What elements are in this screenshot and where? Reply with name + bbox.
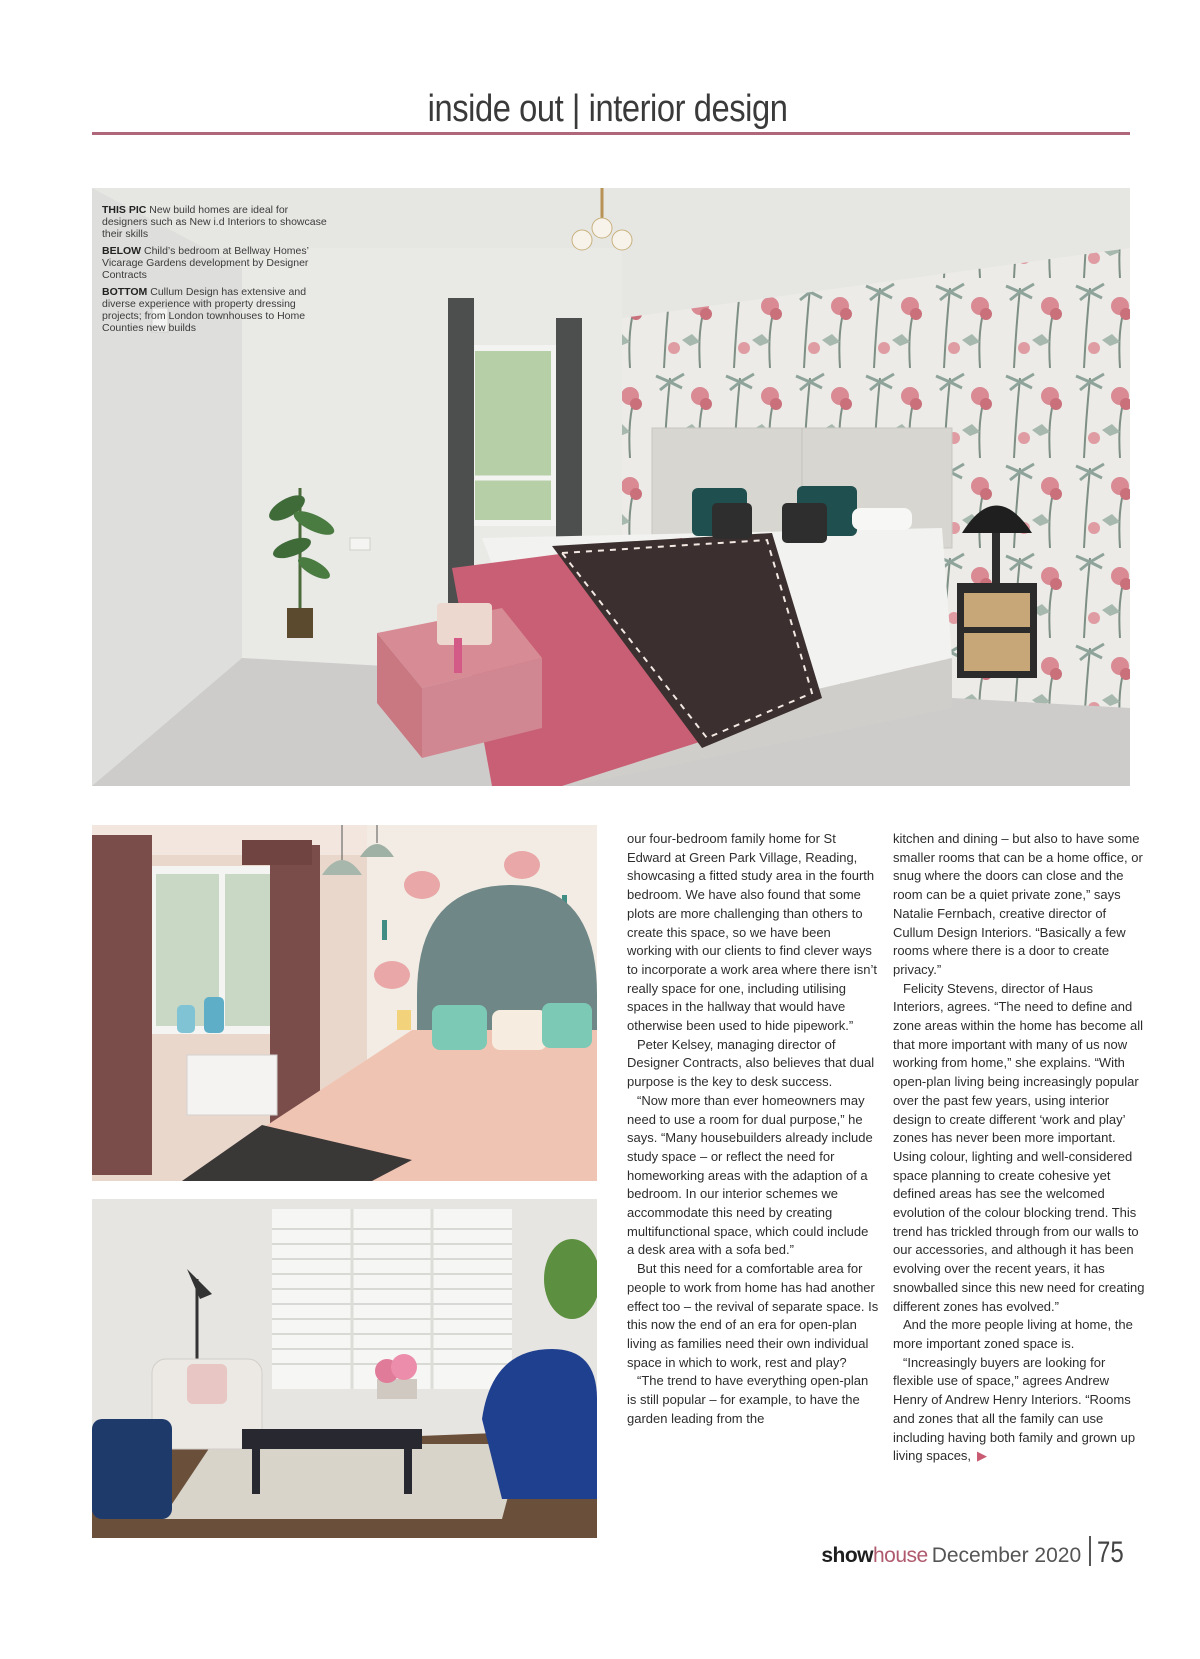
page-number-divider xyxy=(1089,1536,1091,1566)
photo-captions xyxy=(102,204,327,339)
caption-this-pic: THIS PIC New build homes are ideal for designers such as New i.d Interiors to showcase their skills xyxy=(102,204,327,240)
section-title: inside out | interior design xyxy=(427,88,788,130)
paragraph: Peter Kelsey, managing director of Designer Contracts, also believes that dual purpose is the key to desk success. xyxy=(627,1036,875,1090)
paragraph: “The trend to have everything open-plan is still popular – for example, to have the garden leading from the xyxy=(627,1373,869,1426)
childs-bedroom-illustration xyxy=(92,825,597,1181)
living-room-illustration xyxy=(92,1199,597,1538)
paragraph: “Now more than ever homeowners may need to use a room for dual purpose,” he says. “Many housebuilders already include study space – or reflect the need for homeworking areas with the adaption of a bedroom. In our interior schemes we accommodate this need by creating multifunctional space, which could include a desk area with a sofa bed.” xyxy=(627,1092,873,1258)
brand-house: house xyxy=(872,1544,928,1567)
living-room-photo xyxy=(92,1199,597,1538)
paragraph: Felicity Stevens, director of Haus Interiors, agrees. “The need to define and zone areas within the home has become all that more important with many of us now working from home,” she explains. “With open-plan living being increasingly popular over the past few years, using interior design to create different ‘work and play’ zones has never been more important. Using colour, lighting and well-considered space planning to create cohesive yet defined areas has see the welcomed evolution of the colour blocking trend. This trend has trickled through from our walls to our accessories, and although it has been evolving over the recent years, it has snowballed since this new need for creating different zones has evolved.” xyxy=(893,980,1145,1314)
paragraph: And the more people living at home, the more important zoned space is. xyxy=(893,1317,1133,1351)
paragraph: our four-bedroom family home for St Edward at Green Park Village, Reading, showcasing a fitted study area in the fourth bedroom. We have also found that some plots are more challenging than others to create this space, so we have been working with our clients to find clever ways to incorporate a work area where there isn’t really space for one, including utilising spaces in the hallway that would have otherwise been used to hide pipework.” xyxy=(627,831,878,1034)
childs-bedroom-photo xyxy=(92,825,597,1181)
article-column-2 xyxy=(893,830,1145,1466)
paragraph: “Increasingly buyers are looking for flexible use of space,” agrees Andrew Henry of Andrew Henry Interiors. “Rooms and zones that all the family can use including having both family and grown up living spaces, ▶ xyxy=(893,1354,1136,1464)
paragraph: But this need for a comfortable area for people to work from home has had another effect too – the revival of separate space. Is this now the end of an era for open-plan living as families need their own individual space in which to work, rest and play? xyxy=(627,1261,879,1370)
article-column-1 xyxy=(627,830,879,1429)
paragraph: kitchen and dining – but also to have some smaller rooms that can be a home office, or snug where the doors can close and the room can be a quiet private zone,” says Natalie Fernbach, creative director of Cullum Design Interiors. “Basically a few rooms where there is a door to create privacy.” xyxy=(893,831,1143,977)
triangle-right-icon: ▶ xyxy=(977,1448,988,1464)
issue-date: December 2020 xyxy=(931,1544,1082,1567)
caption-below: BELOW Child’s bedroom at Bellway Homes’ Vicarage Gardens development by Designer Contracts xyxy=(102,245,309,281)
brand-show: show xyxy=(821,1544,873,1567)
header-rule xyxy=(92,132,1130,135)
page-footer xyxy=(821,1536,1130,1568)
page-number: 75 xyxy=(1096,1536,1124,1569)
main-bedroom-photo xyxy=(92,188,1130,786)
caption-bottom: BOTTOM Cullum Design has extensive and diverse experience with property dressing projects; from London townhouses to Home Counties new builds xyxy=(102,286,307,334)
